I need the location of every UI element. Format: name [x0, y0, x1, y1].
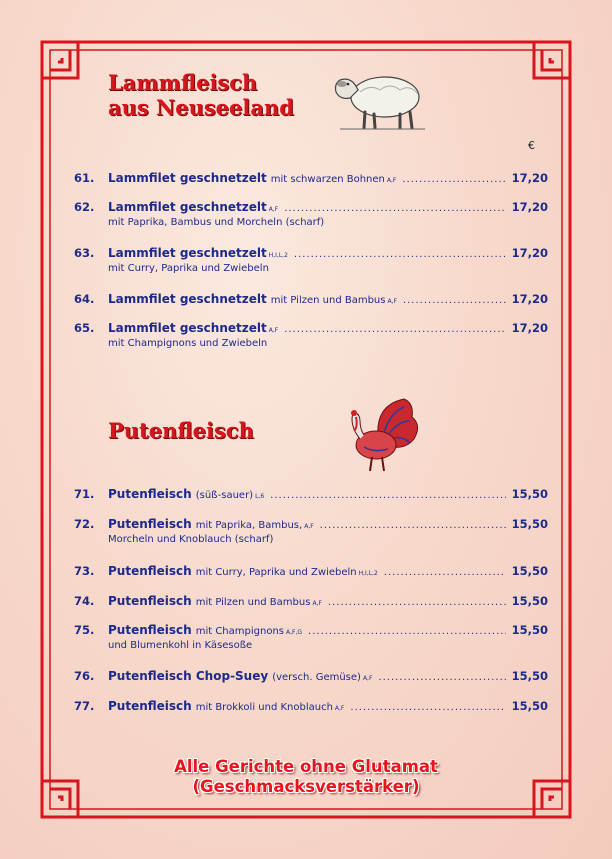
leader-dots [350, 702, 506, 713]
leader-dots [270, 490, 506, 501]
footer-line: Alle Gerichte ohne Glutamat [174, 757, 438, 776]
item-subtext: und Blumenkohl in Käsesoße [108, 640, 253, 651]
item-allergens: A,F [268, 206, 279, 213]
item-price: 15,50 [511, 487, 548, 501]
turkey-icon [334, 395, 420, 475]
item-allergens: A,F [386, 177, 397, 184]
leader-dots [284, 203, 506, 214]
menu-item [74, 517, 548, 557]
item-number: 77. [74, 699, 95, 713]
footer-note [0, 757, 612, 797]
item-name: Lammfilet geschnetzelt [108, 321, 267, 335]
item-line [108, 321, 506, 335]
leader-dots [320, 520, 506, 531]
item-description: mit Champignons [195, 626, 284, 637]
item-allergens: H,I,L,2 [268, 252, 288, 259]
leader-dots [308, 626, 506, 637]
section-title-line: aus Neuseeland [108, 95, 294, 120]
item-allergens: A,F [387, 298, 397, 305]
item-number: 75. [74, 623, 95, 637]
item-number: 76. [74, 669, 95, 683]
item-price: 15,50 [511, 564, 548, 578]
item-line [108, 594, 506, 608]
item-line [108, 487, 506, 501]
leader-dots [378, 672, 506, 683]
item-allergens: A,F [268, 327, 279, 334]
item-allergens: A,F,G [286, 629, 303, 636]
item-line [108, 564, 506, 578]
item-subtext: mit Champignons und Zwiebeln [108, 338, 268, 349]
item-line [108, 517, 506, 531]
item-description: (versch. Gemüse) [272, 672, 361, 683]
item-name: Putenfleisch [108, 623, 192, 637]
item-price: 17,20 [511, 171, 548, 185]
currency-label: € [528, 139, 535, 152]
item-description: mit Brokkoli und Knoblauch [195, 702, 333, 713]
item-subtext: Morcheln und Knoblauch (scharf) [108, 534, 274, 545]
item-line [108, 171, 506, 185]
leader-dots [294, 249, 506, 260]
item-number: 65. [74, 321, 95, 335]
item-description: mit Curry, Paprika und Zwiebeln [195, 567, 357, 578]
menu-item [74, 200, 548, 240]
item-allergens: A,F [362, 675, 373, 682]
item-description: (süß-sauer) [195, 490, 254, 501]
item-price: 15,50 [511, 669, 548, 683]
item-allergens: A,F [312, 600, 322, 607]
sheep-icon [330, 62, 430, 132]
leader-dots [402, 174, 506, 185]
item-price: 17,20 [511, 200, 548, 214]
menu-item [74, 246, 548, 286]
item-price: 15,50 [511, 594, 548, 608]
item-name: Putenfleisch [108, 517, 192, 531]
item-description: mit Pilzen und Bambus [195, 597, 311, 608]
item-name: Putenfleisch Chop-Suey [108, 669, 269, 683]
item-line [108, 623, 506, 637]
item-name: Lammfilet geschnetzelt [108, 246, 267, 260]
item-number: 62. [74, 200, 95, 214]
leader-dots [328, 597, 506, 608]
item-number: 71. [74, 487, 95, 501]
item-line [108, 200, 506, 214]
item-name: Putenfleisch [108, 564, 192, 578]
menu-item [74, 699, 548, 739]
item-price: 15,50 [511, 623, 548, 637]
item-allergens: A,F [334, 705, 345, 712]
item-line [108, 669, 506, 683]
item-number: 74. [74, 594, 95, 608]
section-title-lamb [108, 70, 294, 120]
item-description: mit Pilzen und Bambus [270, 295, 386, 306]
item-name: Lammfilet geschnetzelt [108, 200, 267, 214]
leader-dots [284, 324, 506, 335]
leader-dots [384, 567, 506, 578]
item-number: 73. [74, 564, 95, 578]
item-line [108, 246, 506, 260]
leader-dots [403, 295, 506, 306]
section-title-line: Lammfleisch [108, 70, 258, 95]
item-number: 63. [74, 246, 95, 260]
item-line [108, 699, 506, 713]
item-name: Putenfleisch [108, 594, 192, 608]
item-name: Putenfleisch [108, 699, 192, 713]
item-allergens: H,I,L,2 [358, 570, 378, 577]
item-price: 15,50 [511, 699, 548, 713]
item-price: 17,20 [511, 246, 548, 260]
item-price: 17,20 [511, 292, 548, 306]
item-line [108, 292, 506, 306]
item-subtext: mit Paprika, Bambus und Morcheln (scharf) [108, 217, 325, 228]
item-number: 64. [74, 292, 95, 306]
item-number: 61. [74, 171, 95, 185]
item-allergens: L,6 [255, 493, 265, 500]
item-description: mit Paprika, Bambus, [195, 520, 303, 531]
item-name: Lammfilet geschnetzelt [108, 171, 267, 185]
section-title-line: Putenfleisch [108, 418, 254, 443]
item-number: 72. [74, 517, 95, 531]
item-description: mit schwarzen Bohnen [270, 174, 385, 185]
item-price: 17,20 [511, 321, 548, 335]
item-price: 15,50 [511, 517, 548, 531]
item-name: Lammfilet geschnetzelt [108, 292, 267, 306]
section-title-turkey [108, 418, 254, 443]
item-name: Putenfleisch [108, 487, 192, 501]
item-allergens: A,F [304, 523, 314, 530]
menu-item [74, 623, 548, 663]
menu-item [74, 321, 548, 361]
footer-line: (Geschmacksverstärker) [192, 777, 420, 796]
item-subtext: mit Curry, Paprika und Zwiebeln [108, 263, 269, 274]
